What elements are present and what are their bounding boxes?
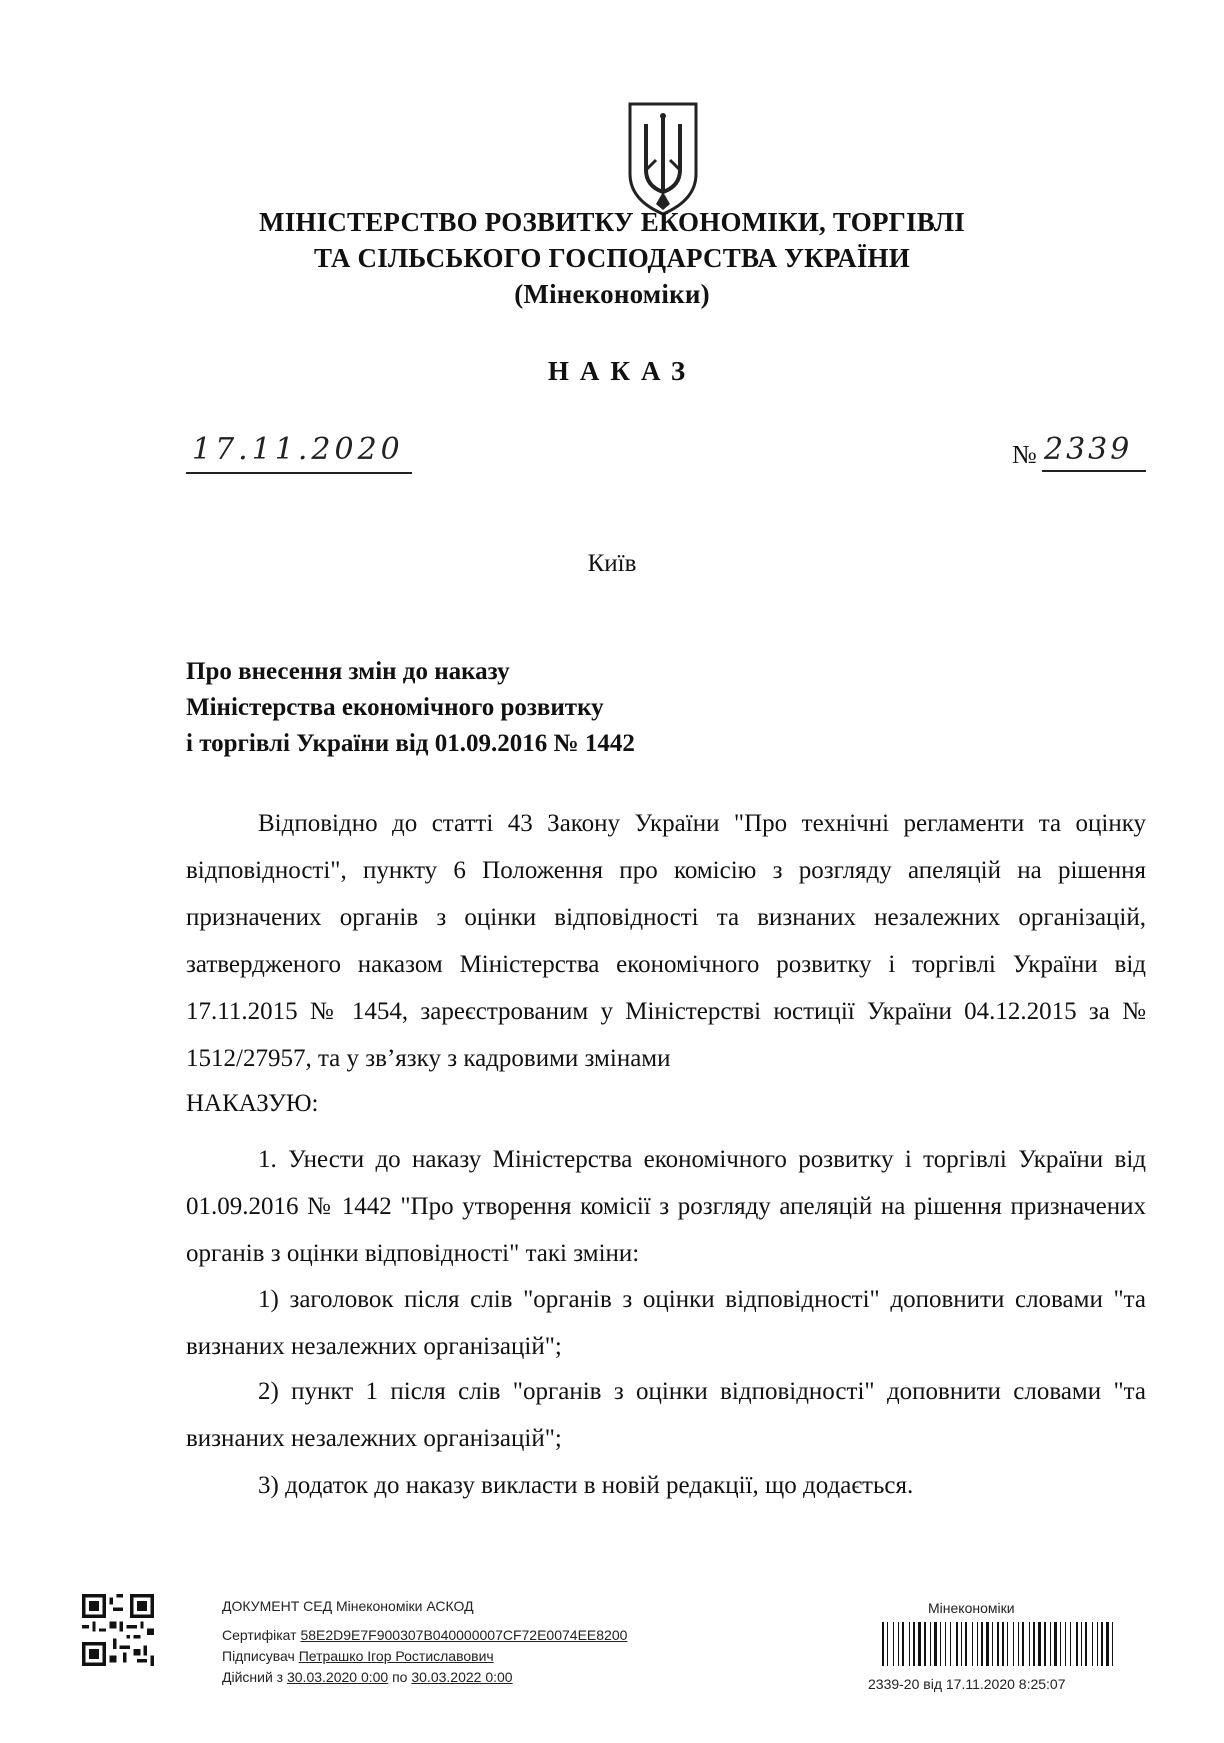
certificate-label: Сертифікат <box>222 1627 297 1643</box>
item-1-paragraph: 1. Унести до наказу Міністерства економічного розвитку і торгівлі України від 01.09.2016 № 1442 "Про утворення комісії з розгляду апеляцій на рішення призначених органів з оцінки відповідності" такі зміни: <box>186 1146 1146 1267</box>
number-sign: № <box>1012 440 1037 469</box>
certificate-line <box>222 1627 627 1643</box>
subject-line3: і торгівлі України від 01.09.2016 № 1442 <box>186 730 635 757</box>
doc-system-label: ДОКУМЕНТ СЕД Мінекономіки АСКОД <box>222 1598 474 1614</box>
number-underline <box>1042 470 1146 472</box>
document-type-title: НАКАЗ <box>547 356 697 386</box>
valid-to-value: 30.03.2022 0:00 <box>411 1669 513 1685</box>
command-word: НАКАЗУЮ: <box>186 1090 319 1117</box>
barcode-icon <box>880 1622 1120 1666</box>
qr-code-icon <box>82 1594 154 1666</box>
item-1-3-paragraph: 3) додаток до наказу викласти в новій редакції, що додається. <box>258 1472 914 1499</box>
order-number-field <box>1012 432 1152 476</box>
tryzub-coat-of-arms-icon <box>626 100 700 218</box>
signer-line <box>222 1648 494 1664</box>
order-date: 17.11.2020 <box>192 432 404 467</box>
preamble-paragraph: Відповідно до статті 43 Закону України "Про технічні регламенти та оцінку відповідності", пункту 6 Положення про комісію з розгляду апеляцій на рішення призначених органів з оцінки відповідності та визнаних незалежних організацій, затвердженого наказом Міністерства економічного розвитку і торгівлі України від 17.11.2015 № 1454, зареєстрованим у Міністерстві юстиції України 04.12.2015 за № 1512/27957, та у зв’язку з кадровими змінами <box>186 810 1146 1072</box>
order-subject <box>186 654 635 762</box>
ministry-name-line1: МІНІСТЕРСТВО РОЗВИТКУ ЕКОНОМІКИ, ТОРГІВЛІ <box>259 207 965 237</box>
certificate-value: 58E2D9E7F900307B040000007CF72E0074EE8200 <box>300 1627 628 1643</box>
registration-stamp: 2339-20 від 17.11.2020 8:25:07 <box>868 1676 1066 1692</box>
order-date-field <box>186 432 416 476</box>
date-underline <box>186 472 412 474</box>
ministry-name-line2: ТА СІЛЬСЬКОГО ГОСПОДАРСТВА УКРАЇНИ <box>314 243 910 273</box>
signer-label: Підписувач <box>222 1648 295 1664</box>
valid-to-label: по <box>392 1669 408 1685</box>
item-1-1-paragraph: 1) заголовок після слів "органів з оцінки відповідності" доповнити словами "та визнаних незалежних організацій"; <box>186 1286 1146 1360</box>
subject-line1: Про внесення змін до наказу <box>186 658 510 685</box>
ministry-short-name: (Мінекономіки) <box>514 279 710 309</box>
subject-line2: Міністерства економічного розвитку <box>186 694 604 721</box>
valid-from-label: Дійсний з <box>222 1669 284 1685</box>
valid-from-value: 30.03.2020 0:00 <box>286 1669 389 1685</box>
city-name: Київ <box>587 550 637 577</box>
barcode-label: Мінекономіки <box>928 1600 1015 1616</box>
validity-line <box>222 1669 513 1685</box>
order-number: 2339 <box>1044 432 1133 467</box>
signer-value: Петрашко Ігор Ростиславович <box>298 1648 494 1664</box>
item-1-2-paragraph: 2) пункт 1 після слів "органів з оцінки відповідності" доповнити словами "та визнаних незалежних організацій"; <box>186 1378 1146 1452</box>
